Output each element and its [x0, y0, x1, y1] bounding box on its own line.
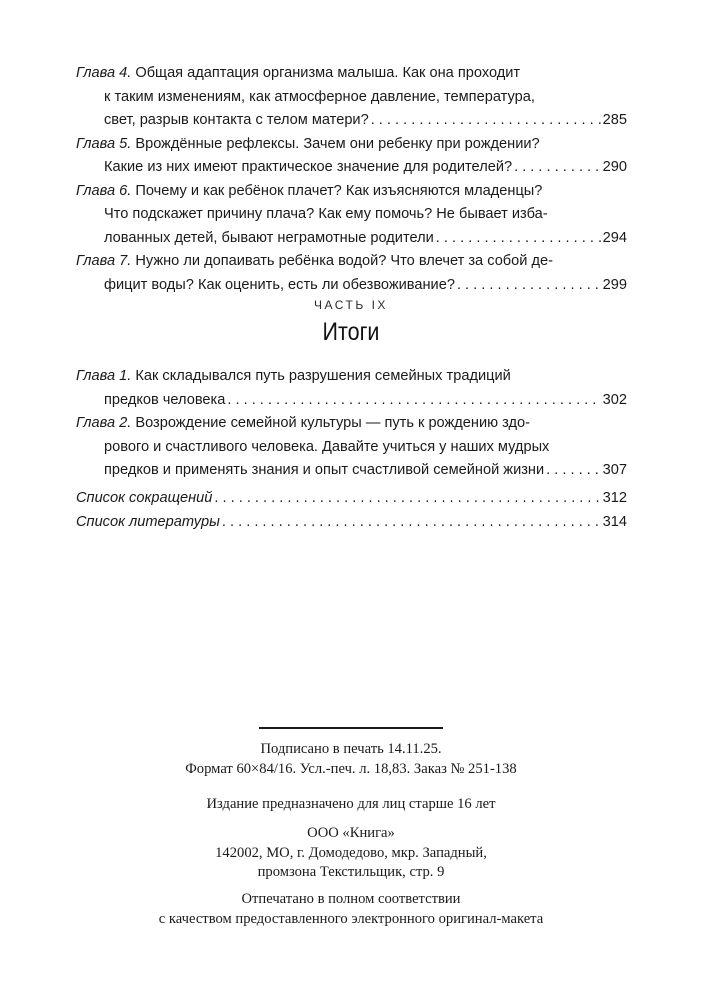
- toc-line: [76, 365, 627, 389]
- toc-line: [76, 459, 627, 483]
- dot-leader: [457, 274, 601, 298]
- chapter-title-continued: рового и счастливого человека. Давайте учиться у наших мудрых: [104, 438, 550, 455]
- toc-entry-chapter-5[interactable]: [76, 133, 627, 180]
- toc-line: [76, 412, 627, 436]
- toc-section-back-matter: [76, 487, 627, 534]
- toc-line: [76, 227, 627, 251]
- toc-entry-chapter-6[interactable]: [76, 180, 627, 251]
- page-number: 312: [602, 490, 627, 506]
- chapter-label: Глава 6.: [76, 182, 132, 199]
- toc-line: [76, 62, 627, 86]
- back-matter-title: Список литературы: [76, 513, 220, 530]
- chapter-label: Глава 4.: [76, 65, 132, 81]
- chapter-title-continued: свет, разрыв контакта с телом матери?: [104, 112, 369, 128]
- toc-section-part-8: [76, 62, 627, 297]
- part-label: ЧАСТЬ IX: [314, 298, 388, 312]
- toc-line: [76, 487, 627, 511]
- toc-line: [76, 389, 627, 413]
- imprint-printed-line-1: Отпечатано в полном соответствии: [241, 891, 461, 907]
- dot-leader: [222, 511, 601, 535]
- imprint-publisher-name: ООО «Книга»: [307, 825, 395, 841]
- chapter-title-continued: лованных детей, бывают неграмотные родители: [104, 229, 434, 246]
- chapter-label: Глава 5.: [76, 135, 132, 152]
- imprint-age-rating: [0, 795, 702, 815]
- imprint-age: Издание предназначено для лиц старше 16 лет: [206, 796, 496, 812]
- chapter-title-continued: Какие из них имеют практическое значение для родителей?: [104, 159, 513, 175]
- dot-leader: [214, 487, 600, 511]
- chapter-label: Глава 2.: [76, 415, 132, 431]
- toc-line: [76, 180, 627, 204]
- toc-line: [76, 86, 627, 110]
- chapter-title-continued: Что подскажет причину плача? Как ему помочь? Не бывает изба-: [104, 206, 548, 222]
- back-matter-title: Список сокращений: [76, 490, 213, 506]
- dot-leader: [514, 156, 601, 180]
- toc-entry-chapter-7[interactable]: [76, 250, 627, 297]
- toc-line: [76, 203, 627, 227]
- page-number: 290: [602, 159, 627, 175]
- toc-entry-references[interactable]: [76, 511, 627, 535]
- chapter-title: Общая адаптация организма малыша. Как она проходит: [131, 65, 521, 81]
- dot-leader: [227, 389, 600, 413]
- toc-section-part-9: [76, 365, 627, 483]
- dot-leader: [436, 227, 601, 251]
- imprint-address-line-2: промзона Текстильщик, стр. 9: [257, 864, 445, 880]
- imprint-printed-line-2: с качеством предоставленного электронного оригинал-макета: [158, 910, 544, 927]
- page-number: 294: [602, 229, 627, 246]
- toc-entry-chapter-1[interactable]: [76, 365, 627, 412]
- toc-line: [76, 156, 627, 180]
- toc-line: [76, 511, 627, 535]
- dot-leader: [371, 109, 601, 133]
- chapter-title-continued: к таким изменениям, как атмосферное давление, температура,: [104, 88, 535, 105]
- imprint-signed: Подписано в печать 14.11.25.: [260, 741, 442, 757]
- chapter-title: Возрождение семейной культуры — путь к рождению здо-: [131, 415, 530, 431]
- chapter-title: Врождённые рефлексы. Зачем они ребенку при рождении?: [131, 135, 540, 152]
- chapter-title: Нужно ли допаивать ребёнка водой? Что влечет за собой де-: [131, 253, 553, 269]
- toc-entry-abbreviations[interactable]: [76, 487, 627, 511]
- toc-entry-chapter-2[interactable]: [76, 412, 627, 483]
- toc-line: [76, 436, 627, 460]
- toc-line: [76, 250, 627, 274]
- page-number: 285: [602, 112, 627, 128]
- part-title: Итоги: [322, 318, 380, 346]
- chapter-title: Как складывался путь разрушения семейных традиций: [131, 368, 511, 384]
- page-number: 299: [602, 276, 627, 293]
- chapter-title: Почему и как ребёнок плачет? Как изъясняются младенцы?: [131, 182, 543, 199]
- toc-line: [76, 109, 627, 133]
- chapter-label: Глава 1.: [76, 368, 132, 384]
- page-number: 314: [602, 513, 627, 530]
- imprint-publisher: [0, 824, 702, 883]
- dot-leader: [546, 459, 601, 483]
- chapter-label: Глава 7.: [76, 253, 132, 269]
- toc-line: [76, 274, 627, 298]
- chapter-title-continued: предков человека: [104, 391, 226, 408]
- toc-line: [76, 133, 627, 157]
- toc-entry-chapter-4[interactable]: [76, 62, 627, 133]
- imprint-format: Формат 60×84/16. Усл.-печ. л. 18,83. Заказ № 251-138: [185, 760, 517, 777]
- imprint-divider: [259, 727, 443, 729]
- imprint-address-line-1: 142002, МО, г. Домодедово, мкр. Западный,: [215, 844, 487, 861]
- page-number: 307: [602, 462, 627, 478]
- chapter-title-continued: фицит воды? Как оценить, есть ли обезвоживание?: [104, 276, 455, 293]
- imprint-printing-note: [0, 890, 702, 929]
- chapter-title-continued: предков и применять знания и опыт счастливой семейной жизни: [104, 462, 545, 478]
- page-number: 302: [602, 391, 627, 408]
- imprint-print-info: [0, 740, 702, 779]
